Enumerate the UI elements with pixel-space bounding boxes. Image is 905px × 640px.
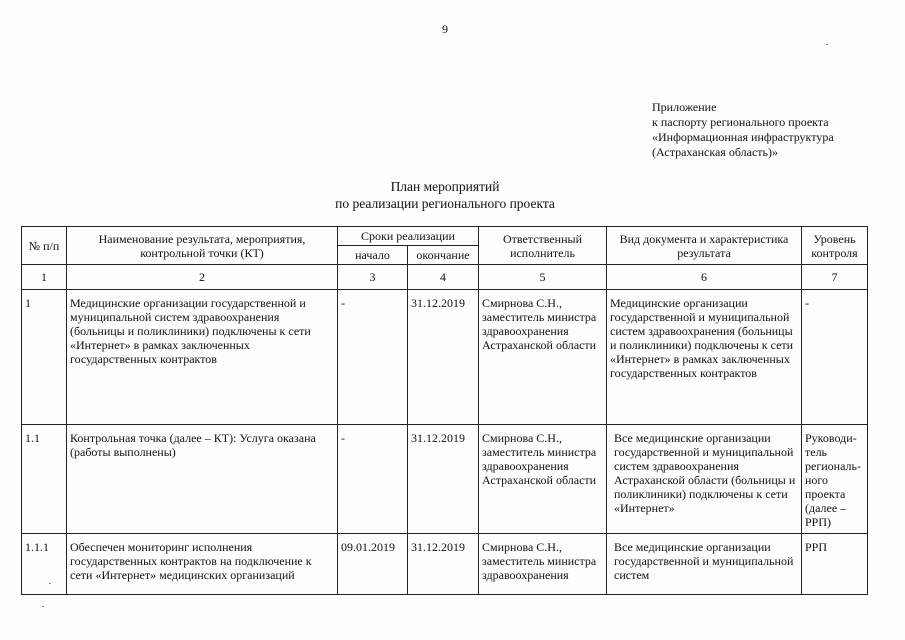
table-row: [22, 425, 868, 534]
column-number: 7: [802, 265, 868, 290]
appendix-line: к паспорту регионального проекта: [652, 115, 829, 129]
cell-start: -: [338, 425, 408, 534]
plan-table: [21, 226, 868, 595]
column-numbers-row: [22, 265, 868, 290]
table-row: [22, 290, 868, 425]
appendix-line: (Астраханская область)»: [652, 145, 778, 159]
cell-document: Медицинские организации государственной и муниципальной систем здравоохранения (больницы и поликлиники) подключены к сети «Интернет» в рамках заключенных государственных контрактов: [607, 290, 802, 425]
column-number: 3: [338, 265, 408, 290]
header-num: № п/п: [22, 227, 67, 265]
cell-name: Медицинские организации государственной и муниципальной систем здравоохранения (больницы и поликлиники) подключены к сети «Интернет» в рамках заключенных государственных контрактов: [67, 290, 338, 425]
column-number: 4: [408, 265, 479, 290]
scan-speck: [42, 606, 44, 607]
cell-start: 09.01.2019: [338, 534, 408, 595]
header-start: начало: [338, 246, 408, 265]
header-end: окончание: [408, 246, 479, 265]
table-row: [22, 534, 868, 595]
cell-level: Руководи-тель региональ-ного проекта (далее – РРП): [802, 425, 868, 534]
plan-title: [220, 178, 670, 212]
cell-start: -: [338, 290, 408, 425]
cell-num: 1: [22, 290, 67, 425]
page-number: 9: [442, 22, 448, 36]
cell-num: 1.1: [22, 425, 67, 534]
column-number: 2: [67, 265, 338, 290]
header-level: Уровень контроля: [802, 227, 868, 265]
scan-speck: [826, 44, 828, 45]
header-document: Вид документа и характеристика результата: [607, 227, 802, 265]
header-name: Наименование результата, мероприятия, контрольной точки (КТ): [67, 227, 338, 265]
appendix-line: «Информационная инфраструктура: [652, 130, 834, 144]
column-number: 5: [479, 265, 607, 290]
cell-executor: Смирнова С.Н., заместитель министра здравоохранения Астраханской области: [479, 290, 607, 425]
cell-executor: Смирнова С.Н., заместитель министра здравоохранения: [479, 534, 607, 595]
cell-level: РРП: [802, 534, 868, 595]
cell-end: 31.12.2019: [408, 425, 479, 534]
appendix-note: [652, 100, 892, 160]
appendix-line: Приложение: [652, 100, 717, 114]
cell-document: Все медицинские организации государственной и муниципальной систем здравоохранения Астраханской области (больницы и поликлиники) подключены к сети «Интернет»: [607, 425, 802, 534]
cell-num: 1.1.1: [22, 534, 67, 595]
plan-title-line: по реализации регионального проекта: [335, 196, 555, 211]
cell-name: Обеспечен мониторинг исполнения государственных контрактов на подключение к сети «Интернет» медицинских организаций: [67, 534, 338, 595]
cell-document: Все медицинские организации государственной и муниципальной систем: [607, 534, 802, 595]
cell-end: 31.12.2019: [408, 534, 479, 595]
scan-speck: [49, 583, 51, 584]
header-executor: Ответственный исполнитель: [479, 227, 607, 265]
cell-name: Контрольная точка (далее – КТ): Услуга оказана (работы выполнены): [67, 425, 338, 534]
plan-title-line: План мероприятий: [390, 179, 500, 194]
cell-executor: Смирнова С.Н., заместитель министра здравоохранения Астраханской области: [479, 425, 607, 534]
header-terms: Сроки реализации: [338, 227, 479, 246]
cell-end: 31.12.2019: [408, 290, 479, 425]
column-number: 6: [607, 265, 802, 290]
cell-level: -: [802, 290, 868, 425]
column-number: 1: [22, 265, 67, 290]
